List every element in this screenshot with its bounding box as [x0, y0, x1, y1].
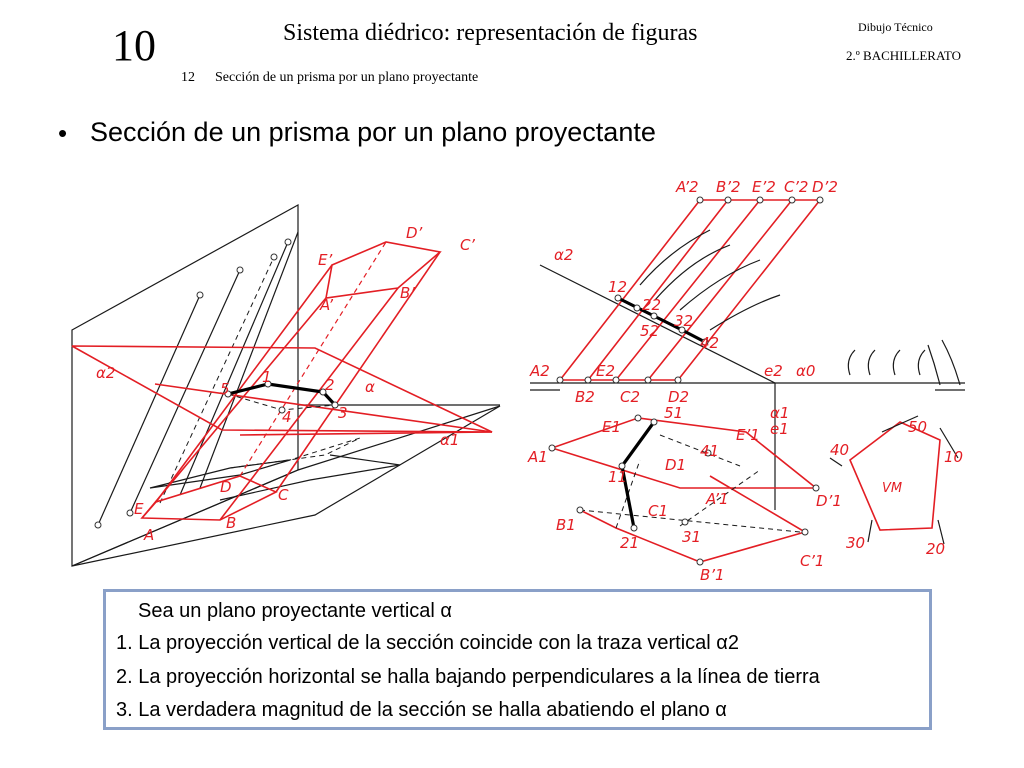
label-D1: D1: [665, 456, 687, 474]
perspective-view: [72, 205, 500, 566]
label-E1-prime: E’1: [736, 426, 760, 444]
label-1: 1: [262, 368, 272, 386]
label-vm: VM: [882, 481, 903, 496]
label-D2: D2: [668, 388, 690, 406]
heading-bullet: •: [58, 118, 68, 148]
label-A1-prime: A’1: [706, 490, 729, 508]
label-B2: B2: [575, 388, 595, 406]
label-alpha1-ortho: α1: [770, 404, 790, 422]
slide-heading: Sección de un prisma por un plano proyectante: [90, 117, 656, 147]
label-alpha2-ortho: α2: [554, 246, 574, 264]
label-30: 30: [846, 534, 866, 552]
prism-base: [142, 476, 276, 520]
horizontal-projection-top: [580, 476, 805, 562]
label-D1-prime: D’1: [816, 492, 842, 510]
label-42: 42: [700, 334, 720, 352]
label-4: 4: [282, 408, 292, 426]
label-E: E: [134, 500, 144, 518]
notes-box: [103, 589, 932, 730]
label-11: 11: [608, 468, 628, 486]
level-label: 2.º BACHILLERATO: [846, 48, 962, 63]
label-alpha1: α1: [440, 431, 460, 449]
label-A1: A1: [528, 448, 548, 466]
note-step-1: 1. La proyección vertical de la sección coincide con la traza vertical α2: [116, 632, 739, 654]
vertical-projection-edges: [560, 200, 820, 380]
label-D2-top: D’2: [812, 178, 838, 196]
note-step-3: 3. La verdadera magnitud de la sección se halla abatiendo el plano α: [116, 699, 727, 721]
label-31: 31: [682, 528, 702, 546]
label-C2-top: C’2: [784, 178, 809, 196]
label-B-prime: B’: [400, 284, 416, 302]
label-B1: B1: [556, 516, 576, 534]
label-C1: C1: [648, 502, 669, 520]
label-e1: e1: [770, 420, 789, 438]
orthographic-views: [527, 178, 965, 584]
subject-label: Dibujo Técnico: [858, 20, 933, 34]
label-alpha0: α0: [796, 362, 816, 380]
label-alpha2: α2: [96, 364, 116, 382]
label-A2-top: A’2: [676, 178, 699, 196]
label-C2: C2: [620, 388, 641, 406]
label-A: A: [144, 526, 155, 544]
label-E2: E2: [596, 362, 616, 380]
true-size-section: [850, 422, 940, 530]
label-D-prime: D’: [406, 224, 423, 242]
label-e2: e2: [764, 362, 783, 380]
label-E1: E1: [602, 418, 622, 436]
label-E-prime: E’: [318, 251, 333, 269]
label-40: 40: [830, 441, 850, 459]
section-title: Sección de un prisma por un plano proyectante: [215, 70, 479, 85]
label-20: 20: [926, 540, 946, 558]
label-A-prime: A’: [320, 296, 334, 314]
label-51: 51: [664, 404, 684, 422]
label-C: C: [278, 486, 289, 504]
section-number: 12: [181, 70, 195, 85]
label-21: 21: [620, 534, 640, 552]
label-32: 32: [674, 312, 694, 330]
note-step-2: 2. La proyección horizontal se halla bajando perpendiculares a la línea de tierra: [116, 666, 820, 688]
label-10: 10: [944, 448, 964, 466]
label-12: 12: [608, 278, 628, 296]
label-C1-prime: C’1: [800, 552, 825, 570]
prism-top: [326, 242, 440, 298]
label-5: 5: [220, 380, 230, 398]
label-2: 2: [325, 376, 335, 394]
label-52: 52: [640, 322, 660, 340]
label-22: 22: [642, 296, 662, 314]
note-intro: Sea un plano proyectante vertical α: [138, 600, 452, 622]
label-D: D: [220, 478, 232, 496]
label-B2-top: B’2: [716, 178, 741, 196]
label-E2-top: E’2: [752, 178, 776, 196]
prism-section-diagram: [60, 170, 980, 590]
label-A2: A2: [530, 362, 550, 380]
label-B: B: [226, 514, 237, 532]
label-50: 50: [908, 418, 928, 436]
label-alpha: α: [365, 378, 375, 396]
label-C-prime: C’: [460, 236, 475, 254]
label-B1-prime: B’1: [700, 566, 725, 584]
label-41: 41: [700, 442, 720, 460]
header-title: Sistema diédrico: representación de figuras: [283, 20, 698, 46]
label-3: 3: [338, 404, 348, 422]
chapter-number: 10: [112, 21, 156, 70]
